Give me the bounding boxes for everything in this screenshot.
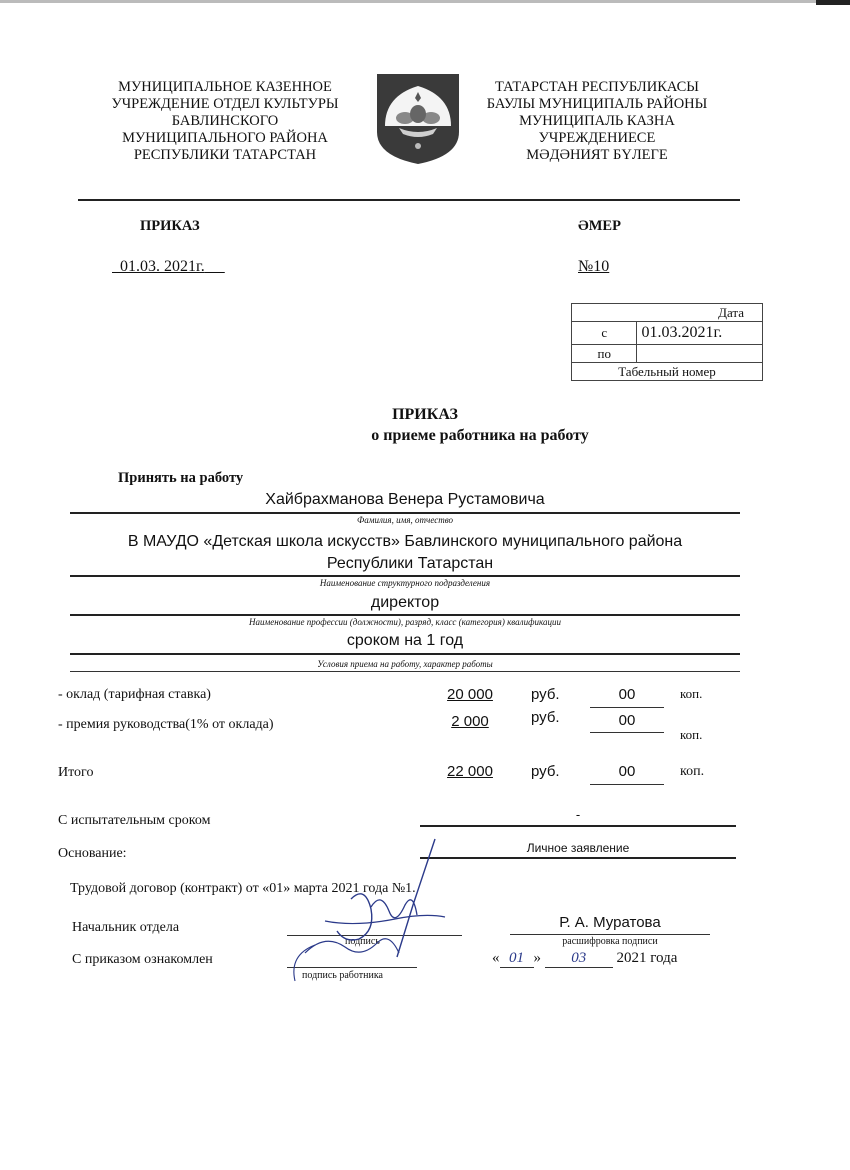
head-sign-caption: подпись <box>345 936 380 947</box>
ack-year: 2021 года <box>616 950 678 966</box>
order-label-tt: ӘМЕР <box>578 218 621 234</box>
salary-rub-unit: руб. <box>531 686 560 703</box>
salary-kop: 00 <box>618 686 636 703</box>
total-label: Итого <box>58 765 94 780</box>
bonus-kop-unit: коп. <box>680 727 703 742</box>
date-to-value <box>637 345 763 363</box>
salary-kop-unit: коп. <box>680 686 703 701</box>
order-number: №10 <box>578 258 610 275</box>
conditions-caption: Условия приема на работу, характер работы <box>317 659 493 669</box>
org-tt-line: ТАТАРСТАН РЕСПУБЛИКАСЫ <box>495 79 699 95</box>
probation-line <box>420 825 736 827</box>
bonus-kop: 00 <box>618 712 636 729</box>
total-kop: 00 <box>618 763 636 780</box>
org-tt-line: МӘДӘНИЯТ БҮЛЕГЕ <box>526 147 668 163</box>
header-divider <box>78 199 740 201</box>
unit-line-1: В МАУДО «Детская школа искусств» Бавлинского муниципального района <box>127 533 683 550</box>
date-from-label: с <box>572 322 637 345</box>
unit-line <box>70 575 740 577</box>
conditions-value: сроком на 1 год <box>346 632 464 649</box>
conditions-underline <box>70 671 740 672</box>
salary-rub: 20 000 <box>447 686 493 703</box>
probation-label: С испытательным сроком <box>58 813 211 828</box>
position-caption: Наименование профессии (должности), разряд, класс (категория) квалификации <box>249 617 561 627</box>
probation-value: - <box>575 807 581 822</box>
total-kop-unit: коп. <box>680 764 705 779</box>
ack-month: 03 <box>545 950 613 968</box>
employee-name: Хайбрахманова Венера Рустамовича <box>265 491 545 508</box>
document-title: ПРИКАЗ <box>392 406 458 423</box>
ack-label: С приказом ознакомлен <box>72 952 213 967</box>
scan-edge-mark <box>816 0 850 5</box>
contract-line: Трудовой договор (контракт) от «01» марта 2021 года №1. <box>70 881 416 896</box>
head-name: Р. А. Муратова <box>559 914 661 931</box>
ack-open-quote: « <box>492 950 500 966</box>
decode-caption: расшифровка подписи <box>562 936 658 947</box>
head-name-line <box>510 934 710 935</box>
total-rub: 22 000 <box>447 763 493 780</box>
unit-line-2: Республики Татарстан <box>326 555 494 572</box>
date-to-label: по <box>572 345 637 363</box>
total-rub-unit: руб. <box>531 763 560 780</box>
bonus-label: - премия руководства(1% от оклада) <box>58 717 274 732</box>
org-ru-line: МУНИЦИПАЛЬНОГО РАЙОНА <box>122 130 328 146</box>
head-label: Начальник отдела <box>72 920 180 935</box>
salary-label: - оклад (тарифная ставка) <box>58 687 211 702</box>
date-table-header: Дата <box>572 304 763 322</box>
ack-mid-quote: » <box>533 950 541 966</box>
org-ru-line: МУНИЦИПАЛЬНОЕ КАЗЕННОЕ <box>118 79 332 95</box>
employee-name-caption: Фамилия, имя, отчество <box>357 515 453 525</box>
org-tt-line: УЧРЕЖДЕНИЕСЕ <box>538 130 656 146</box>
order-label-ru: ПРИКАЗ <box>140 218 200 234</box>
org-name-tt <box>462 79 732 164</box>
org-tt-line: БАУЛЫ МУНИЦИПАЛЬ РАЙОНЫ <box>486 96 708 112</box>
bonus-rub: 2 000 <box>451 713 489 730</box>
position-line <box>70 614 740 616</box>
basis-value: Личное заявление <box>526 841 630 855</box>
document-subtitle: о приеме работника на работу <box>371 427 589 444</box>
ack-date <box>492 950 677 968</box>
salary-kop-line <box>590 707 664 708</box>
bonus-kop-line <box>590 732 664 733</box>
date-table <box>571 303 763 381</box>
org-tt-line: МУНИЦИПАЛЬ КАЗНА <box>519 113 675 129</box>
coat-of-arms-icon <box>375 72 461 166</box>
basis-label: Основание: <box>58 846 127 861</box>
org-name-ru <box>80 79 370 164</box>
order-date-value: 01.03. 2021г. <box>120 258 205 275</box>
employee-sign-caption: подпись работника <box>302 970 383 981</box>
ack-day: 01 <box>500 950 534 968</box>
hire-label: Принять на работу <box>118 470 244 486</box>
conditions-line <box>70 653 740 655</box>
org-ru-line: УЧРЕЖДЕНИЕ ОТДЕЛ КУЛЬТУРЫ <box>111 96 339 112</box>
org-ru-line: БАВЛИНСКОГО <box>171 113 279 129</box>
unit-caption: Наименование структурного подразделения <box>319 578 491 588</box>
handwritten-signature-icon <box>285 835 485 985</box>
scan-edge <box>0 0 850 3</box>
date-from-value: 01.03.2021г. <box>637 322 763 345</box>
date-table-footer: Табельный номер <box>572 363 763 381</box>
bonus-rub-unit: руб. <box>531 709 560 726</box>
total-kop-line <box>590 784 664 785</box>
position-value: директор <box>370 594 440 611</box>
org-ru-line: РЕСПУБЛИКИ ТАТАРСТАН <box>133 147 317 163</box>
employee-name-line <box>70 512 740 514</box>
order-date <box>112 258 225 276</box>
